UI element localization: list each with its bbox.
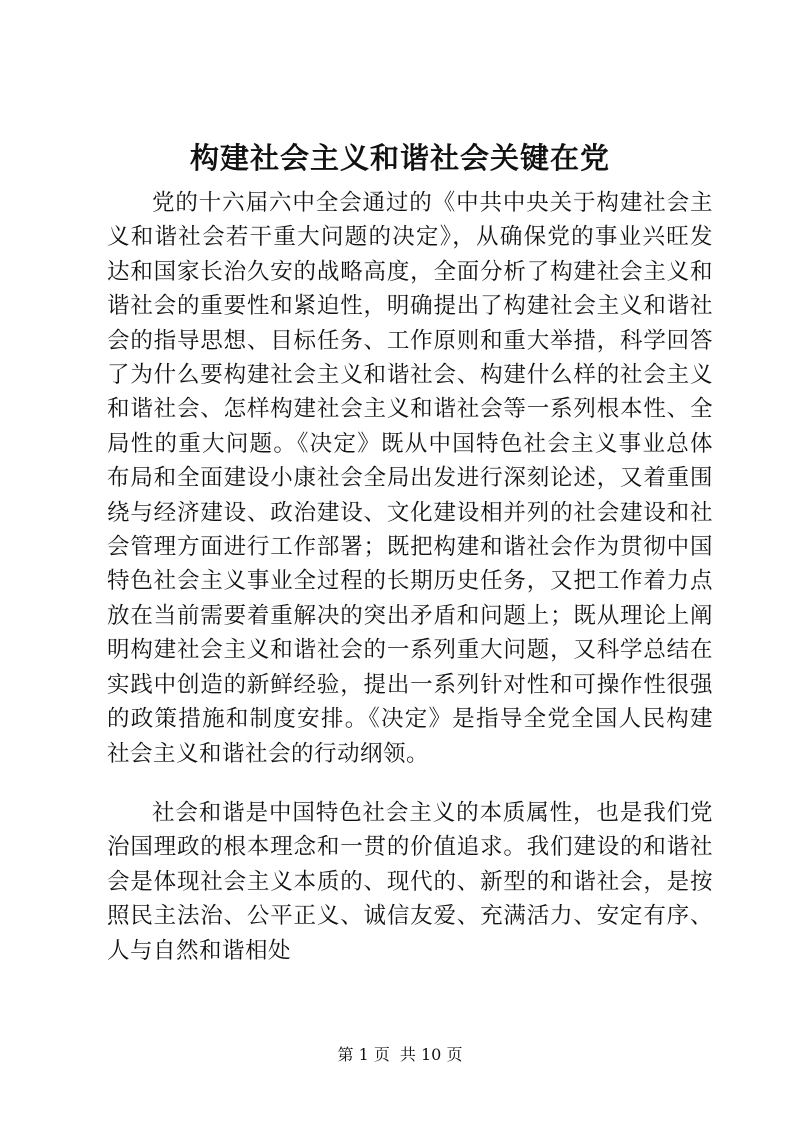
document-body (107, 186, 713, 968)
paragraph-2: 社会和谐是中国特色社会主义的本质属性，也是我们党治国理政的根本理念和一贯的价值追求。我们建设的和谐社会是体现社会主义本质的、现代的、新型的和谐社会，是按照民主法治、公平正义、诚信友爱、充满活力、安定有序、人与自然和谐相处 (107, 799, 713, 964)
document-title: 构建社会主义和谐社会关键在党 (189, 141, 610, 175)
paragraph-1: 党的十六届六中全会通过的《中共中央关于构建社会主义和谐社会若干重大问题的决定》，从确保党的事业兴旺发达和国家长治久安的战略高度，全面分析了构建社会主义和谐社会的重要性和紧迫性，明确提出了构建社会主义和谐社会的指导思想、目标任务、工作原则和重大举措，科学回答了为什么要构建社会主义和谐社会、构建什么样的社会主义和谐社会、怎样构建社会主义和谐社会等一系列根本性、全局性的重大问题。《决定》既从中国特色社会主义事业总体布局和全面建设小康社会全局出发进行深刻论述，又着重围绕与经济建设、政治建设、文化建设相并列的社会建设和社会管理方面进行工作部署；既把构建和谐社会作为贯彻中国特色社会主义事业全过程的长期历史任务，又把工作着力点放在当前需要着重解决的突出矛盾和问题上；既从理论上阐明构建社会主义和谐社会的一系列重大问题，又科学总结在实践中创造的新鲜经验，提出一系列针对性和可操作性很强的政策措施和制度安排。《决定》是指导全党全国人民构建社会主义和谐社会的行动纲领。 (107, 190, 713, 767)
page-total: 共 10 页 (399, 1045, 463, 1064)
page-number: 第 1 页 (337, 1045, 390, 1064)
page-footer (0, 1045, 800, 1065)
